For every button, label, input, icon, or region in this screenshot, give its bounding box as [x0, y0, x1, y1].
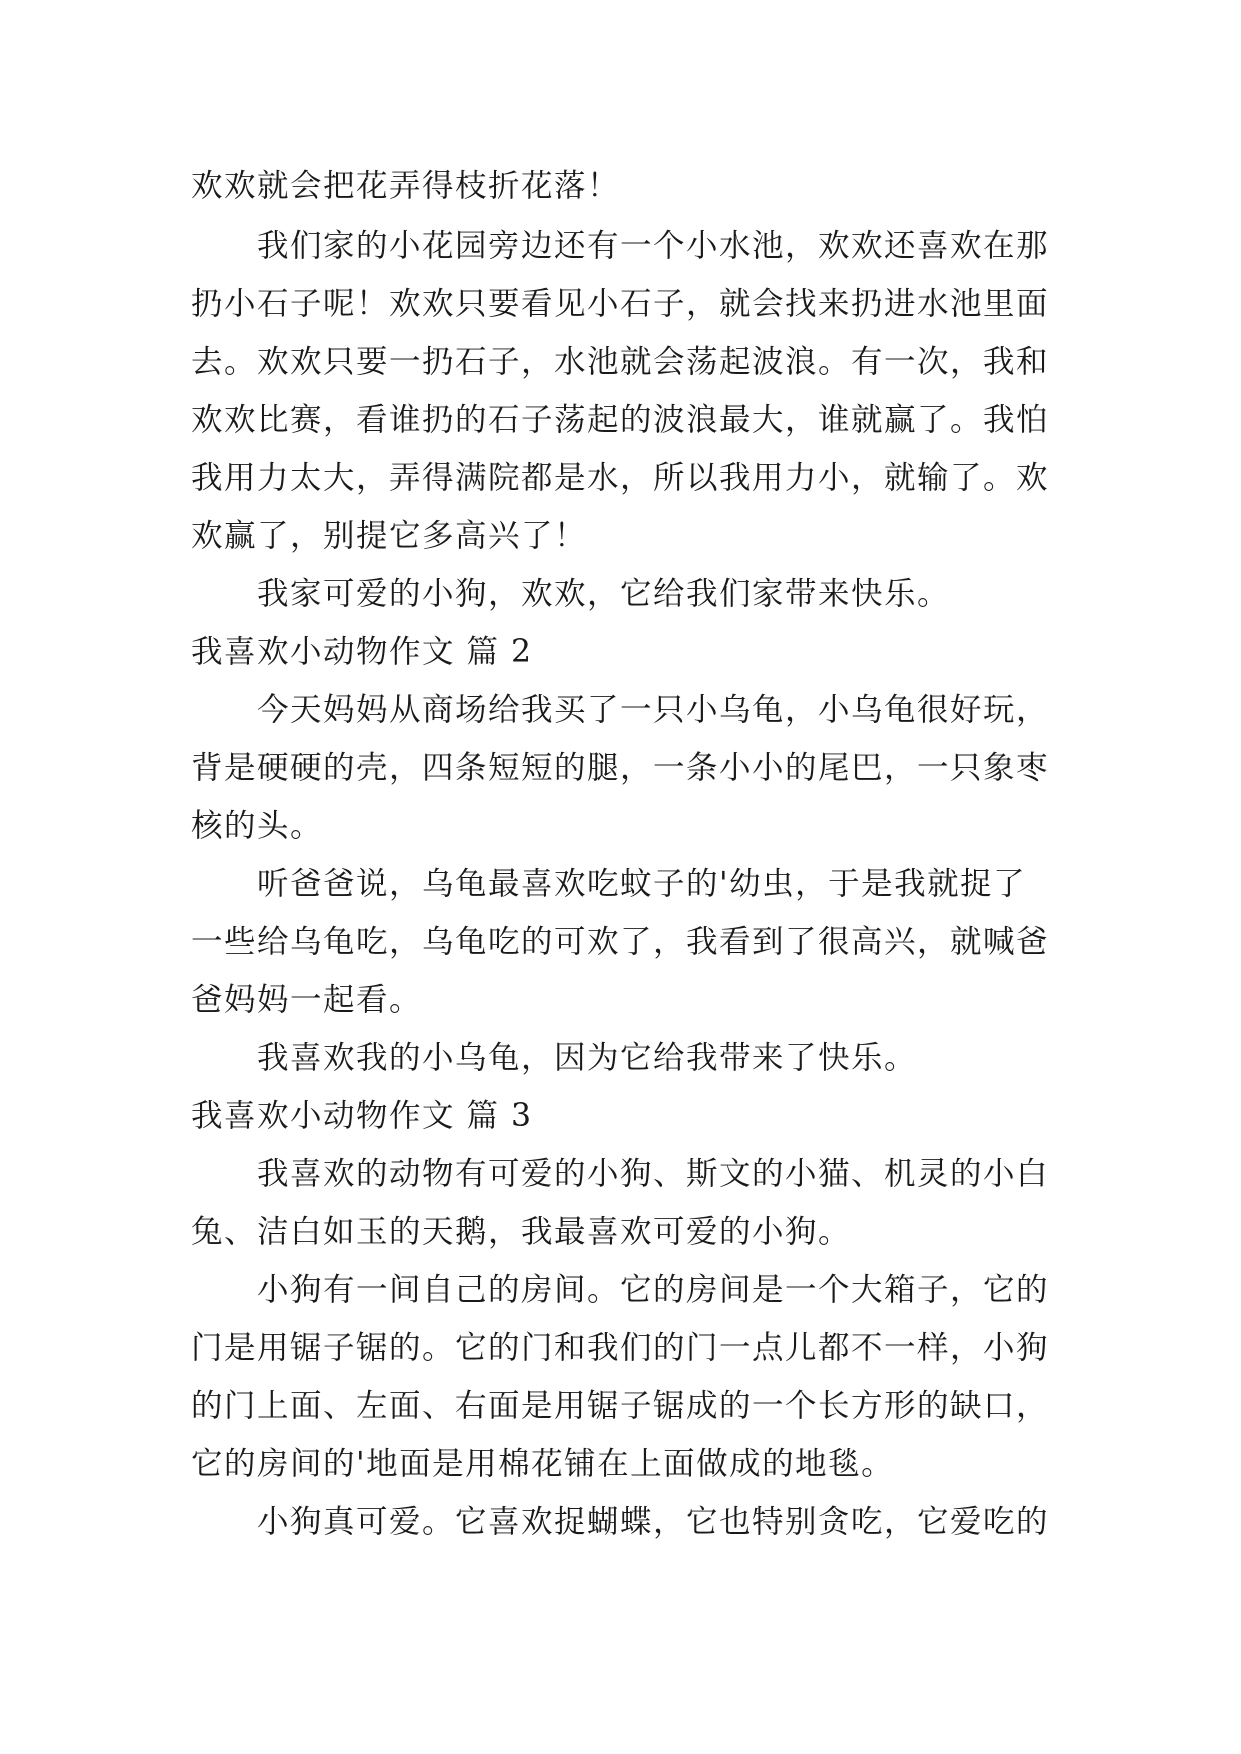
- text-line: 我用力太大，弄得满院都是水，所以我用力小，就输了。欢: [191, 460, 1050, 496]
- text-line: 背是硬硬的壳，四条短短的腿，一条小小的尾巴，一只象枣: [191, 750, 1050, 786]
- text-line: 核的头。: [191, 808, 324, 844]
- section-heading: 我喜欢小动物作文 篇 2: [191, 634, 533, 670]
- text-line: 扔小石子呢！欢欢只要看见小石子，就会找来扔进水池里面: [191, 286, 1050, 322]
- paragraph-start-line: 听爸爸说，乌龟最喜欢吃蚊子的'幼虫，于是我就捉了: [257, 866, 1027, 902]
- paragraph-start-line: 我们家的小花园旁边还有一个小水池，欢欢还喜欢在那: [257, 228, 1050, 264]
- paragraph-start-line: 我喜欢的动物有可爱的小狗、斯文的小猫、机灵的小白: [257, 1156, 1050, 1192]
- text-line: 兔、洁白如玉的天鹅，我最喜欢可爱的小狗。: [191, 1214, 852, 1250]
- text-line: 它的房间的'地面是用棉花铺在上面做成的地毯。: [191, 1446, 895, 1482]
- paragraph-start-line: 我喜欢我的小乌龟，因为它给我带来了快乐。: [257, 1040, 918, 1076]
- text-line: 去。欢欢只要一扔石子，水池就会荡起波浪。有一次，我和: [191, 344, 1050, 380]
- paragraph-start-line: 小狗有一间自己的房间。它的房间是一个大箱子，它的: [257, 1272, 1050, 1308]
- paragraph-start-line: 我家可爱的小狗，欢欢，它给我们家带来快乐。: [257, 576, 951, 612]
- paragraph-start-line: 小狗真可爱。它喜欢捉蝴蝶，它也特别贪吃，它爱吃的: [257, 1504, 1050, 1540]
- text-line: 门是用锯子锯的。它的门和我们的门一点儿都不一样，小狗: [191, 1330, 1050, 1366]
- text-line: 的门上面、左面、右面是用锯子锯成的一个长方形的缺口，: [191, 1388, 1050, 1424]
- paragraph-start-line: 今天妈妈从商场给我买了一只小乌龟，小乌龟很好玩，: [257, 692, 1050, 728]
- section-heading: 我喜欢小动物作文 篇 3: [191, 1098, 533, 1134]
- text-line: 欢赢了，别提它多高兴了！: [191, 518, 588, 554]
- text-line: 欢欢比赛，看谁扔的石子荡起的波浪最大，谁就赢了。我怕: [191, 402, 1050, 438]
- text-line: 爸妈妈一起看。: [191, 982, 423, 1018]
- text-line: 欢欢就会把花弄得枝折花落！: [191, 168, 621, 204]
- text-line: 一些给乌龟吃，乌龟吃的可欢了，我看到了很高兴，就喊爸: [191, 924, 1050, 960]
